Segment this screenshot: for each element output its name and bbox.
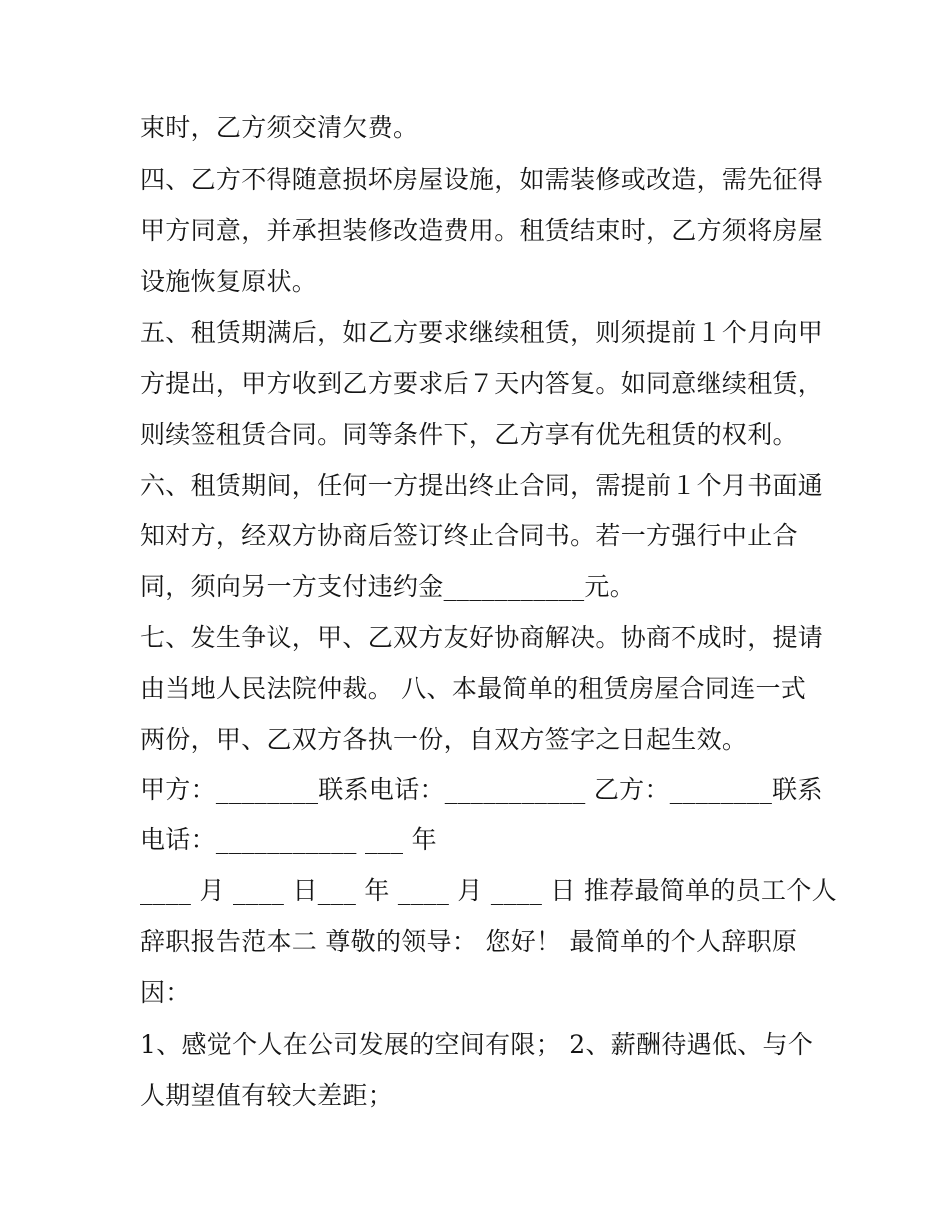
text-line: 四、乙方不得随意损坏房屋设施，如需装修或改造，需先征得 bbox=[140, 165, 824, 194]
text-line: 甲方：________联系电话：___________ 乙方：________联系 bbox=[140, 775, 823, 804]
text-line: 甲方同意，并承担装修改造费用。租赁结束时，乙方须将房屋 bbox=[140, 216, 824, 245]
text-line: 五、租赁期满后，如乙方要求继续租赁，则须提前１个月向甲 bbox=[140, 318, 824, 347]
text-line: 束时，乙方须交清欠费。 bbox=[140, 113, 419, 142]
text-line: 同，须向另一方支付违约金___________元。 bbox=[140, 572, 636, 601]
text-line: 辞职报告范本二 尊敬的领导： 您好！ 最简单的个人辞职原 bbox=[140, 927, 798, 956]
text-line: 人期望值有较大差距； bbox=[140, 1081, 394, 1110]
text-line: 七、发生争议，甲、乙双方友好协商解决。协商不成时，提请 bbox=[140, 623, 824, 652]
text-line: 则续签租赁合同。同等条件下，乙方享有优先租赁的权利。 bbox=[140, 420, 798, 449]
text-line: 设施恢复原状。 bbox=[140, 267, 318, 296]
text-line: 因： bbox=[140, 978, 191, 1007]
text-line: 电话：___________ ___ 年 bbox=[140, 825, 437, 854]
text-line: 由当地人民法院仲裁。 八、本最简单的租赁房屋合同连一式 bbox=[140, 674, 807, 703]
text-line: 1、感觉个人在公司发展的空间有限； 2、薪酬待遇低、与个 bbox=[140, 1030, 814, 1059]
text-line: 方提出，甲方收到乙方要求后７天内答复。如同意继续租赁， bbox=[140, 369, 824, 398]
text-line: 两份，甲、乙双方各执一份，自双方签字之日起生效。 bbox=[140, 725, 748, 754]
text-line: 知对方，经双方协商后签订终止合同书。若一方强行中止合 bbox=[140, 521, 798, 550]
text-line: ____ 月 ____ 日___ 年 ____ 月 ____ 日 推荐最简单的员工个人 bbox=[140, 876, 837, 905]
text-line: 六、租赁期间，任何一方提出终止合同，需提前１个月书面通 bbox=[140, 471, 824, 500]
